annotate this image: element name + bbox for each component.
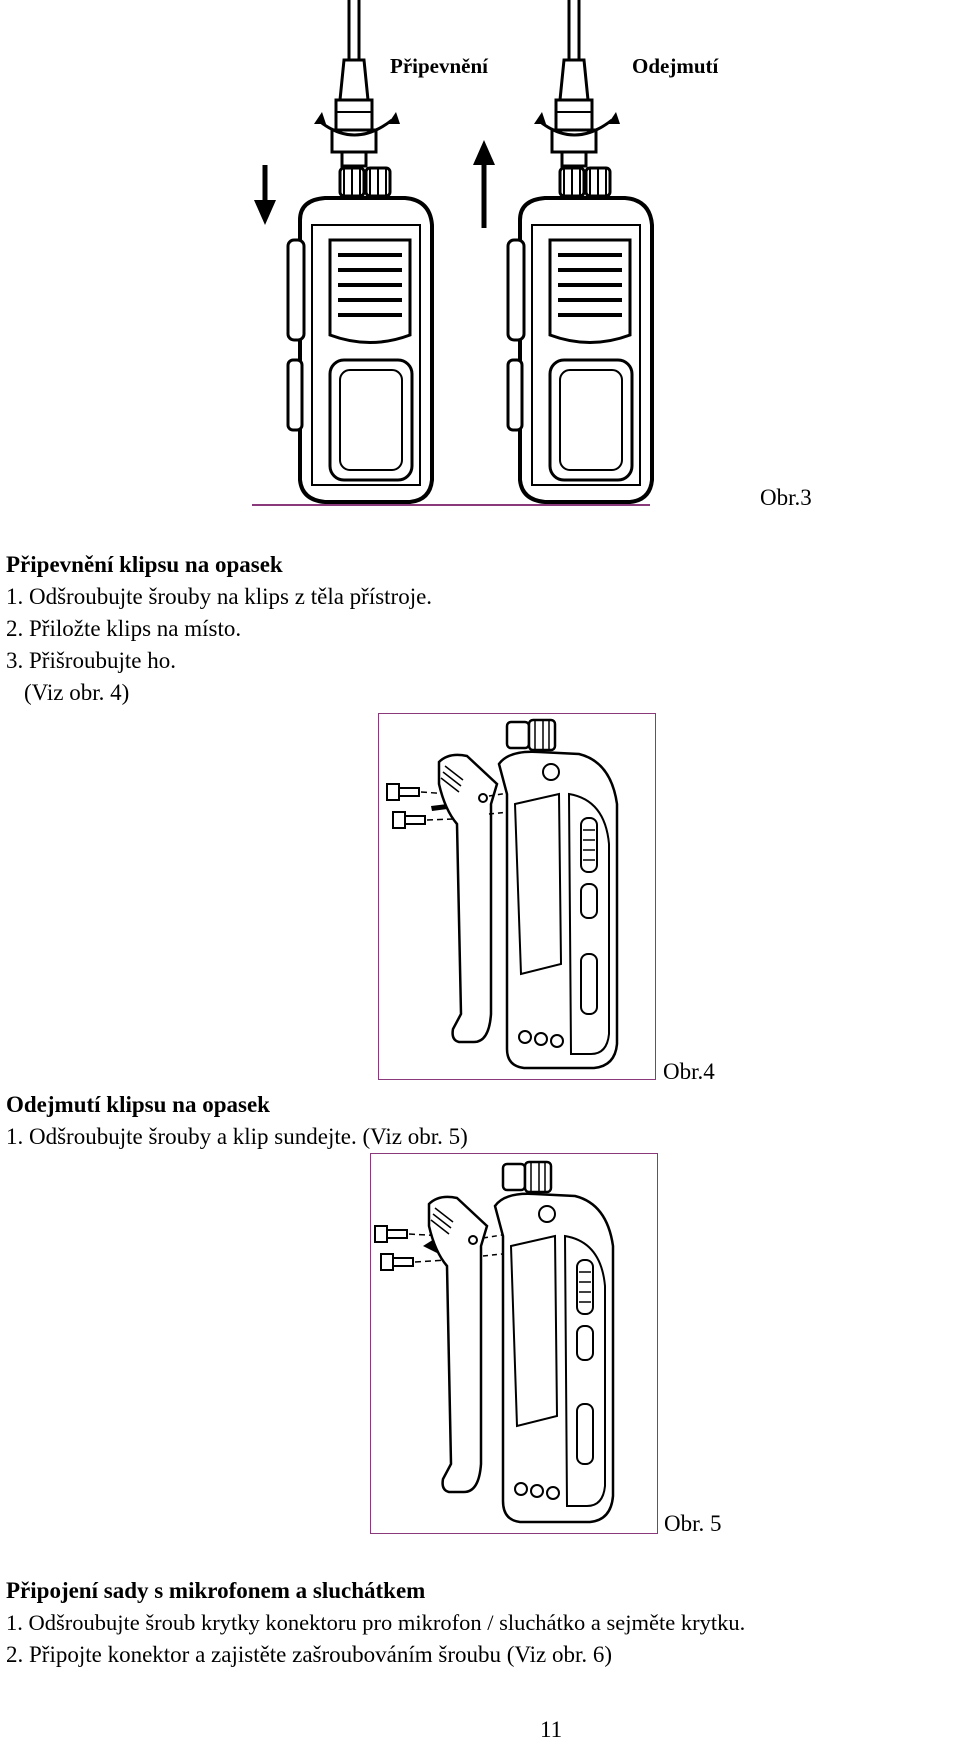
page-number: 11 [540,1717,563,1742]
arrow-up-icon [473,140,495,228]
section-clip-attach-heading: Připevnění klipsu na opasek [6,552,283,577]
headset-step-2: 2. Připojte konektor a zajistěte zašroubováním šroubu (Viz obr. 6) [6,1642,613,1667]
label-remove: Odejmutí [632,54,719,78]
clip-remove-illustration [371,1154,656,1532]
clip-attach-step-2: 2. Přiložte klips na místo. [6,616,242,641]
section-clip-remove-heading: Odejmutí klipsu na opasek [6,1092,270,1117]
clip-remove-step-1: 1. Odšroubujte šrouby a klip sundejte. (Viz obr. 5) [6,1124,468,1149]
belt-clip [429,1197,487,1492]
figure-5-caption: Obr. 5 [664,1511,722,1536]
figure-4-frame [378,713,656,1080]
figure-4-caption: Obr.4 [663,1059,715,1084]
radio-back-illustration [495,1162,613,1522]
screw-icon [375,1226,413,1270]
figure-3-caption: Obr.3 [760,485,812,510]
belt-clip [439,755,497,1042]
clip-attach-illustration [379,714,654,1078]
radio-remove-illustration [508,0,652,502]
radio-back-illustration [499,720,617,1068]
label-attach: Připevnění [390,54,488,78]
headset-step-1: 1. Odšroubujte šroub krytky konektoru pro mikrofon / sluchátko a sejměte krytku. [6,1610,746,1635]
figure-5-frame [370,1153,658,1534]
clip-attach-step-1: 1. Odšroubujte šrouby na klips z těla přístroje. [6,584,433,609]
screw-icon [387,784,425,828]
section-headset-heading: Připojení sady s mikrofonem a sluchátkem [6,1578,426,1603]
clip-attach-step-4: (Viz obr. 4) [24,680,130,705]
clip-attach-step-3: 3. Přišroubujte ho. [6,648,176,673]
arrow-down-icon [254,165,276,225]
